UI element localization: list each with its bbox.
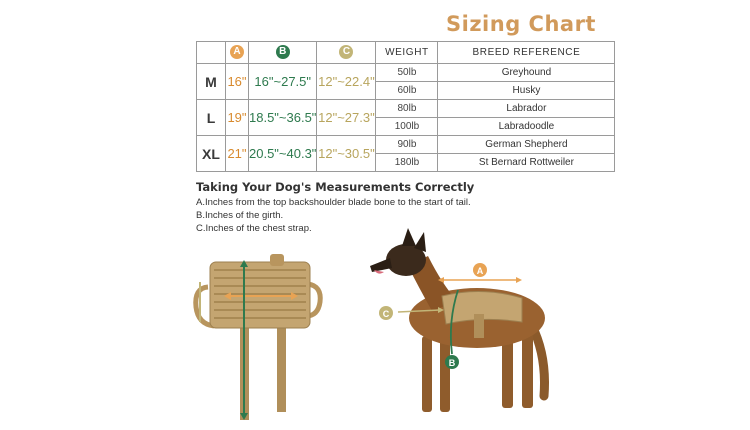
instruction-c: C.Inches of the chest strap. [196,223,312,234]
breed-cell: Husky [438,82,615,100]
label-a-badge: A [230,45,244,59]
breed-cell: Greyhound [438,64,615,82]
instruction-a: A.Inches from the top backshoulder blade bone to the start of tail. [196,197,471,208]
weight-cell: 60lb [376,82,438,100]
header-b-cell [249,42,317,64]
label-a-text: A [476,266,484,276]
measure-b-cell: 18.5"~36.5" [249,100,317,136]
measure-a-cell: 16" [226,64,249,100]
weight-cell: 100lb [376,118,438,136]
dog-leg [422,336,432,412]
measure-a-cell: 21" [226,136,249,172]
measure-a-cell: 19" [226,100,249,136]
measure-c-cell: 12"~30.5" [317,136,376,172]
dog-ear [402,228,416,246]
size-cell: L [197,100,226,136]
header-weight: WEIGHT [376,42,438,64]
weight-cell: 80lb [376,100,438,118]
header-empty-cell [197,42,226,64]
dog-harness-strap [474,314,484,338]
measure-b-cell: 16"~27.5" [249,64,317,100]
size-cell: XL [197,136,226,172]
label-c-text: C [382,309,390,319]
table-row [197,136,615,154]
sizing-table [196,41,615,172]
measure-b-cell: 20.5"~40.3" [249,136,317,172]
arrow-head [516,277,522,283]
measure-c-cell: 12"~27.3" [317,100,376,136]
weight-cell: 180lb [376,154,438,172]
handle [270,254,284,266]
breed-cell: Labrador [438,100,615,118]
table-row [197,100,615,118]
label-b-text: B [448,358,456,368]
table-header-row [197,42,615,64]
breed-cell: German Shepherd [438,136,615,154]
breed-cell: St Bernard Rottweiler [438,154,615,172]
size-cell: M [197,64,226,100]
header-breed-reference: BREED REFERENCE [438,42,615,64]
weight-cell: 90lb [376,136,438,154]
dog-muzzle [370,258,392,272]
instruction-b: B.Inches of the girth. [196,210,284,221]
dog-tail [532,326,545,396]
label-b-badge: B [276,45,290,59]
weight-cell: 50lb [376,64,438,82]
table-row [197,64,615,82]
breed-cell: Labradoodle [438,118,615,136]
measurements-title: Taking Your Dog's Measurements Correctly [196,180,475,194]
label-c-badge: C [339,45,353,59]
measure-c-cell: 12"~22.4" [317,64,376,100]
dog-leg [522,330,533,408]
harness-illustration [190,252,325,424]
header-a-cell [226,42,249,64]
sizing-chart-title: Sizing Chart [446,12,596,36]
dog-leg [440,338,450,412]
dog-illustration [362,226,562,420]
header-c-cell [317,42,376,64]
